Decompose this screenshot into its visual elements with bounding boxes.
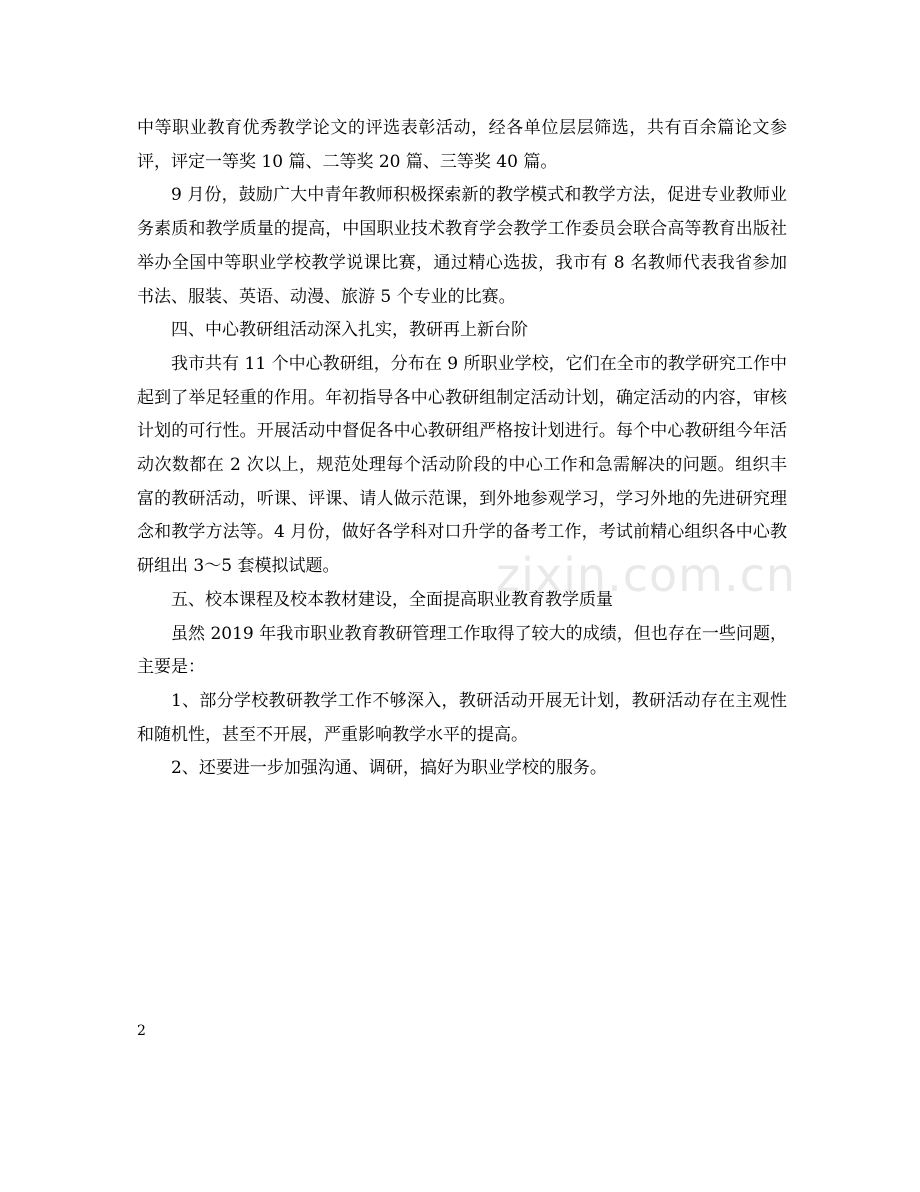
paragraph-3: 我市共有 11 个中心教研组，分布在 9 所职业学校，它们在全市的教学研究工作中起到了举足轻重的作用。年初指导各中心教研组制定活动计划，确定活动的内容，审核计划的可行性。开展活动中督促各中心教研组严格按计划进行。每个中心教研组今年活动次数都在 2 次以上，规范处理每个活动阶段的中心工作和急需解决的问题。组织丰富的教研活动，听课、评课、请人做示范课，到外地参观学习，学习外地的先进研究理念和教学方法等。4 月份，做好各学科对口升学的备考工作，考试前精心组织各中心教研组出 3～5 套模拟试题。 — [137, 353, 787, 577]
section-heading-4: 四、中心教研组活动深入扎实，教研再上新台阶 — [171, 320, 528, 341]
list-item-2: 2、还要进一步加强沟通、调研，搞好为职业学校的服务。 — [171, 758, 607, 779]
page-number: 2 — [137, 1023, 146, 1039]
paragraph-1: 中等职业教育优秀教学论文的评选表彰活动，经各单位层层筛选，共有百余篇论文参评，评定一等奖 10 篇、二等奖 20 篇、三等奖 40 篇。 — [137, 118, 787, 172]
section-heading-5: 五、校本课程及校本教材建设，全面提高职业教育教学质量 — [171, 589, 613, 610]
watermark: zixin.com.cn — [496, 548, 797, 602]
paragraph-4: 虽然 2019 年我市职业教育教研管理工作取得了较大的成绩，但也存在一些问题，主要是： — [137, 623, 787, 678]
document-body — [137, 112, 787, 786]
list-item-1: 1、部分学校教研教学工作不够深入，教研活动开展无计划，教研活动存在主观性和随机性，甚至不开展，严重影响教学水平的提高。 — [137, 690, 787, 745]
paragraph-2: 9 月份，鼓励广大中青年教师积极探索新的教学模式和教学方法，促进专业教师业务素质和教学质量的提高，中国职业技术教育学会教学工作委员会联合高等教育出版社举办全国中等职业学校教学说课比赛，通过精心选拔，我市有 8 名教师代表我省参加书法、服装、英语、动漫、旅游 5 个专业的比赛。 — [137, 185, 787, 307]
